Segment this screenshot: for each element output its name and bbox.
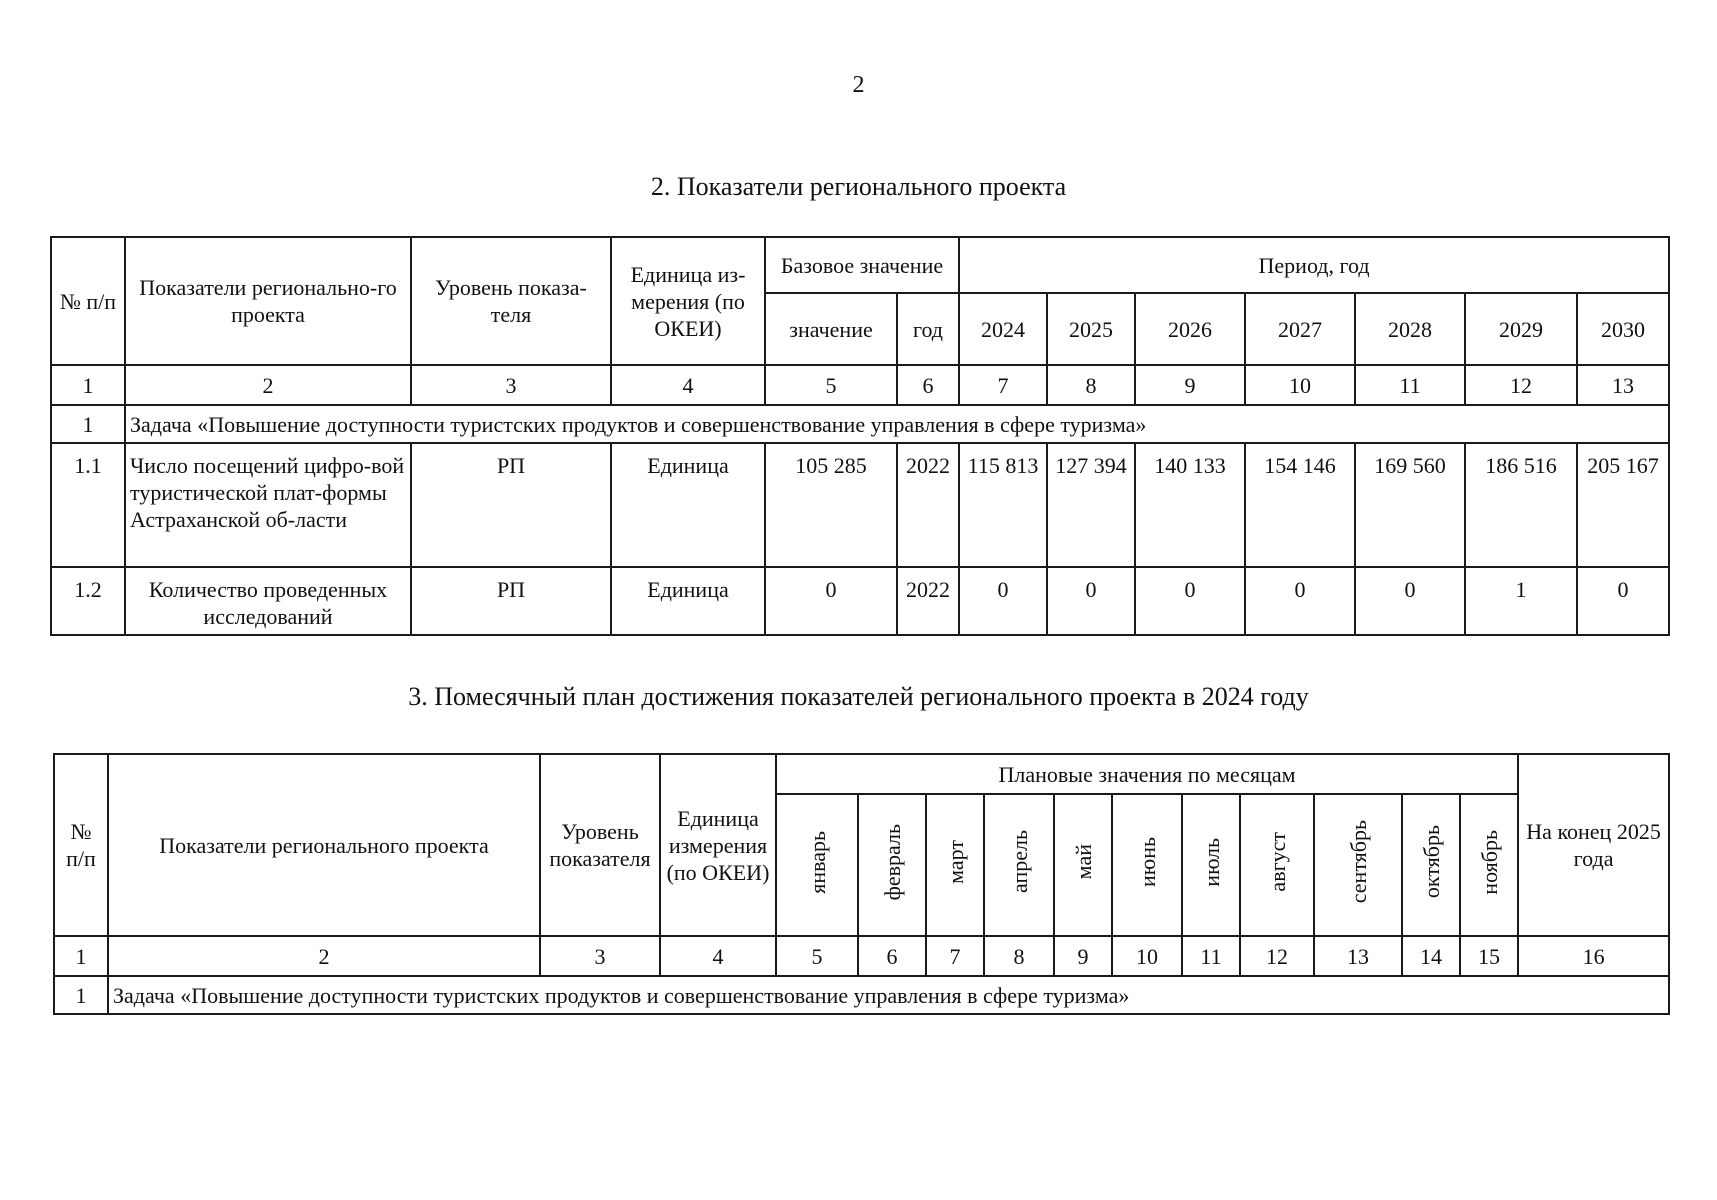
column-number: 1 (54, 936, 108, 976)
row-value: 115 813 (959, 443, 1047, 567)
month-header (1460, 794, 1518, 936)
table-row (51, 443, 1669, 567)
column-number: 1 (51, 365, 125, 405)
task-row (51, 405, 1669, 443)
row-value: 0 (1577, 567, 1669, 635)
task-num: 1 (51, 405, 125, 443)
month-header (1112, 794, 1182, 936)
header-num: № п/п (51, 237, 125, 365)
task-text: Задача «Повышение доступности туристских продуктов и совершенствование управления в сфере туризма» (108, 976, 1669, 1014)
month-label: май (1070, 844, 1096, 880)
row-value: 169 560 (1355, 443, 1465, 567)
column-number: 8 (984, 936, 1054, 976)
indicators-table (50, 236, 1670, 636)
column-number: 11 (1182, 936, 1240, 976)
header-unit: Единица из-мерения (по ОКЕИ) (611, 237, 765, 365)
month-label: январь (804, 830, 830, 894)
column-number: 10 (1245, 365, 1355, 405)
header-base: Базовое значение (765, 237, 959, 293)
header-planned: Плановые значения по месяцам (776, 754, 1518, 794)
month-header (926, 794, 984, 936)
row-num: 1.1 (51, 443, 125, 567)
month-header (1314, 794, 1402, 936)
column-number: 10 (1112, 936, 1182, 976)
year-header: 2025 (1047, 293, 1135, 365)
column-number: 5 (776, 936, 858, 976)
header-period: Период, год (959, 237, 1669, 293)
header-unit: Единица измерения (по ОКЕИ) (660, 754, 776, 936)
row-value: 0 (1245, 567, 1355, 635)
month-header (1402, 794, 1460, 936)
month-header (1054, 794, 1112, 936)
column-number-row (51, 365, 1669, 405)
column-number: 5 (765, 365, 897, 405)
header-row (51, 237, 1669, 293)
month-header (1240, 794, 1314, 936)
column-number: 6 (858, 936, 926, 976)
column-number: 9 (1054, 936, 1112, 976)
column-number: 7 (926, 936, 984, 976)
column-number: 11 (1355, 365, 1465, 405)
header-num: № п/п (54, 754, 108, 936)
row-value: 0 (959, 567, 1047, 635)
row-unit: Единица (611, 567, 765, 635)
row-value: 0 (1135, 567, 1245, 635)
row-indicator-name: Количество проведенных исследований (125, 567, 411, 635)
column-number: 8 (1047, 365, 1135, 405)
row-level: РП (411, 443, 611, 567)
column-number: 2 (108, 936, 540, 976)
column-number: 7 (959, 365, 1047, 405)
year-header: 2024 (959, 293, 1047, 365)
column-number: 4 (660, 936, 776, 976)
month-header (776, 794, 858, 936)
column-number: 13 (1577, 365, 1669, 405)
header-row (54, 754, 1669, 794)
column-number: 12 (1240, 936, 1314, 976)
month-label: апрель (1006, 830, 1032, 894)
month-header (984, 794, 1054, 936)
row-value: 0 (1355, 567, 1465, 635)
row-indicator-name: Число посещений цифро-вой туристической плат-формы Астраханской об-ласти (125, 443, 411, 567)
header-indicator: Показатели регионального проекта (108, 754, 540, 936)
column-number: 2 (125, 365, 411, 405)
column-number: 15 (1460, 936, 1518, 976)
monthly-plan-table (53, 753, 1670, 1015)
year-header: 2026 (1135, 293, 1245, 365)
row-value: 1 (1465, 567, 1577, 635)
row-value: 186 516 (1465, 443, 1577, 567)
section-title-monthly: 3. Помесячный план достижения показателей регионального проекта в 2024 году (408, 682, 1309, 711)
row-unit: Единица (611, 443, 765, 567)
column-number: 4 (611, 365, 765, 405)
task-num: 1 (54, 976, 108, 1014)
column-number: 3 (411, 365, 611, 405)
month-label: август (1264, 832, 1290, 892)
header-level: Уровень показа-теля (411, 237, 611, 365)
month-label: октябрь (1418, 825, 1444, 899)
task-text: Задача «Повышение доступности туристских продуктов и совершенствование управления в сфере туризма» (125, 405, 1669, 443)
row-base-year: 2022 (897, 567, 959, 635)
row-num: 1.2 (51, 567, 125, 635)
month-header (858, 794, 926, 936)
header-level: Уровень показателя (540, 754, 660, 936)
section-title-indicators: 2. Показатели регионального проекта (650, 172, 1067, 201)
month-label: июнь (1134, 836, 1160, 887)
year-header: 2027 (1245, 293, 1355, 365)
row-base-value: 0 (765, 567, 897, 635)
column-number: 9 (1135, 365, 1245, 405)
row-value: 205 167 (1577, 443, 1669, 567)
row-base-year: 2022 (897, 443, 959, 567)
month-header (1182, 794, 1240, 936)
year-header: 2029 (1465, 293, 1577, 365)
column-number: 6 (897, 365, 959, 405)
month-label: март (942, 840, 968, 884)
column-number: 14 (1402, 936, 1460, 976)
header-indicator: Показатели регионально-го проекта (125, 237, 411, 365)
table-row (51, 567, 1669, 635)
task-row (54, 976, 1669, 1014)
column-number-row (54, 936, 1669, 976)
row-base-value: 105 285 (765, 443, 897, 567)
column-number: 13 (1314, 936, 1402, 976)
header-base-value: значение (765, 293, 897, 365)
column-number: 12 (1465, 365, 1577, 405)
month-label: ноябрь (1476, 829, 1502, 895)
month-label: сентябрь (1345, 820, 1371, 904)
row-value: 0 (1047, 567, 1135, 635)
year-header: 2028 (1355, 293, 1465, 365)
page-number: 2 (852, 72, 865, 98)
month-label: февраль (879, 823, 905, 901)
row-value: 140 133 (1135, 443, 1245, 567)
row-value: 154 146 (1245, 443, 1355, 567)
year-header: 2030 (1577, 293, 1669, 365)
column-number: 16 (1518, 936, 1669, 976)
header-base-year: год (897, 293, 959, 365)
row-value: 127 394 (1047, 443, 1135, 567)
month-label: июль (1198, 837, 1224, 887)
header-end-of-year: На конец 2025 года (1518, 754, 1669, 936)
column-number: 3 (540, 936, 660, 976)
row-level: РП (411, 567, 611, 635)
